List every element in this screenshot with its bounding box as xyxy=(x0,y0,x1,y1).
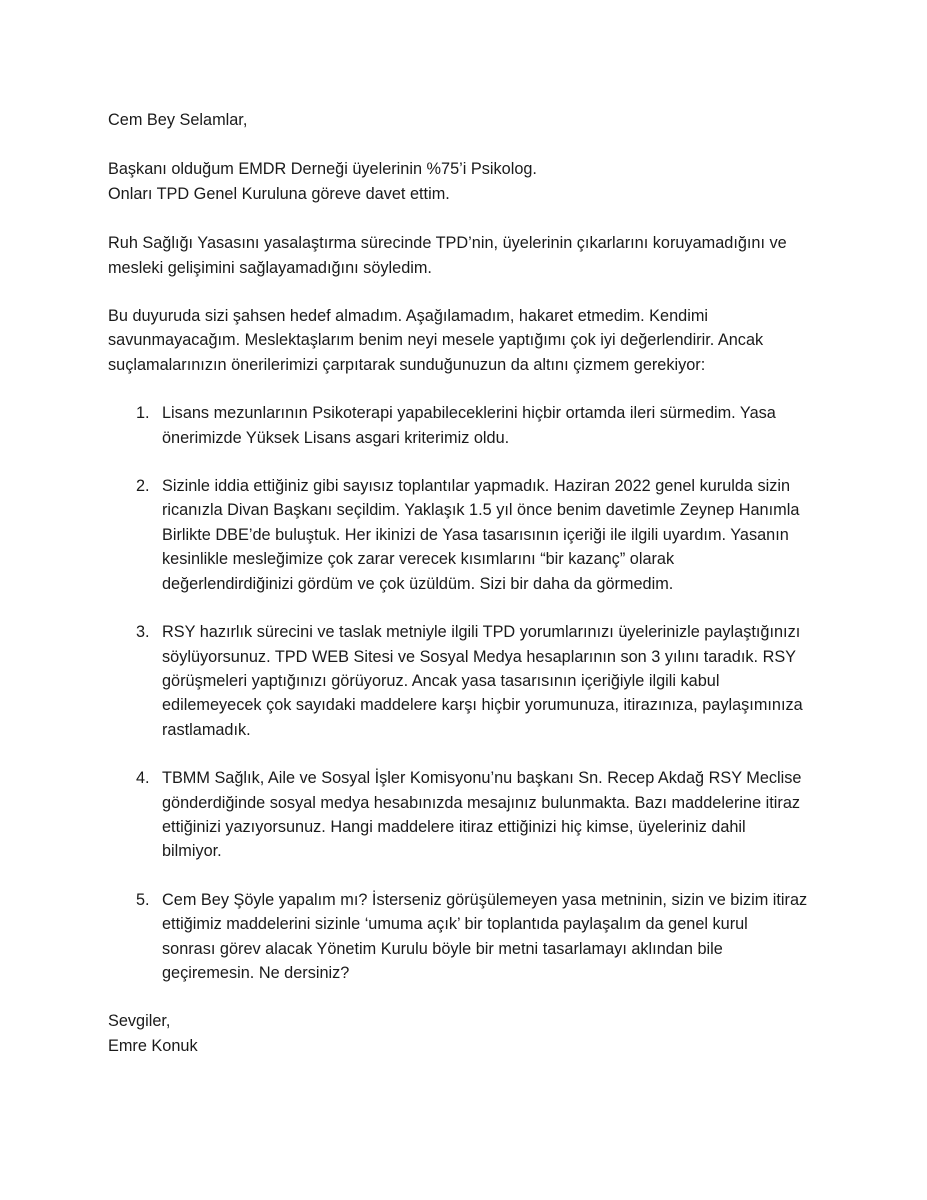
paragraph-line: Başkanı olduğum EMDR Derneği üyelerinin %75’i Psikolog. xyxy=(108,160,537,179)
list-item-line: Sizinle iddia ettiğiniz gibi sayısız toplantılar yapmadık. Haziran 2022 genel kurulda sizin xyxy=(162,477,791,496)
list-item-line: gönderdiğinde sosyal medya hesabınızda mesajınız bulunmakta. Bazı maddelerine itiraz xyxy=(162,793,801,812)
list-item xyxy=(108,474,828,596)
list-item-number: 2. xyxy=(136,477,150,496)
list-item-line: ettiğimiz maddelerini sizinle ‘umuma açık’ bir toplantıda paylaşalım da genel kurul xyxy=(162,915,748,934)
paragraph-announcement xyxy=(108,304,828,377)
paragraph-law-statement xyxy=(108,231,828,280)
list-item xyxy=(108,766,828,864)
list-item-line: söylüyorsunuz. TPD WEB Sitesi ve Sosyal Medya hesaplarının son 3 yılını taradık. RSY xyxy=(162,647,797,666)
paragraph-line: suçlamalarınızın önerilerimizi çarpıtarak sunduğunuzun da altını çizmem gerekiyor: xyxy=(108,355,706,374)
list-item-line: ricanızla Divan Başkanı seçildim. Yaklaşık 1.5 yıl önce benim davetimle Zeynep Hanımla xyxy=(162,501,800,520)
closing-salutation: Sevgiler, xyxy=(108,1012,171,1031)
list-item-line: rastlamadık. xyxy=(162,720,251,739)
list-item-line: edilemeyecek çok sayıdaki maddelere karşı hiçbir yorumunuza, itirazınıza, paylaşımınıza xyxy=(162,696,803,715)
greeting-line: Cem Bey Selamlar, xyxy=(108,111,248,129)
list-item-line: TBMM Sağlık, Aile ve Sosyal İşler Komisyonu’nu başkanı Sn. Recep Akdağ RSY Meclise xyxy=(162,769,802,788)
paragraph-line: savunmayacağım. Meslektaşlarım benim neyi mesele yaptığımı çok iyi değerlendirir. Ancak xyxy=(108,331,764,350)
numbered-list xyxy=(108,401,828,985)
paragraph-line: Bu duyuruda sizi şahsen hedef almadım. Aşağılamadım, hakaret etmedim. Kendimi xyxy=(108,307,708,326)
list-item-line: Birlikte DBE’de buluştuk. Her ikinizi de Yasa tasarısının içeriği ile ilgili uyardım. Yasanın xyxy=(162,525,789,544)
closing xyxy=(108,1009,828,1058)
letter-page xyxy=(108,108,828,1058)
greeting xyxy=(108,108,828,132)
list-item-line: geçiremesin. Ne dersiniz? xyxy=(162,963,350,982)
list-item-line: değerlendirdiğinizi gördüm ve çok üzüldüm. Sizi bir daha da görmedim. xyxy=(162,574,674,593)
list-item-number: 3. xyxy=(136,623,150,642)
list-item-number: 1. xyxy=(136,404,150,423)
list-item-line: önerimizde Yüksek Lisans asgari kriterimiz oldu. xyxy=(162,428,510,447)
list-item xyxy=(108,620,828,742)
list-item-line: kesinlikle mesleğimize çok zarar verecek kısımlarını “bir kazanç” olarak xyxy=(162,550,675,569)
signature: Emre Konuk xyxy=(108,1036,198,1055)
list-item-number: 4. xyxy=(136,769,150,788)
paragraph-intro xyxy=(108,157,828,206)
list-item xyxy=(108,888,828,986)
list-item-line: ettiğinizi yazıyorsunuz. Hangi maddelere itiraz ettiğinizi hiç kimse, üyeleriniz dahil xyxy=(162,817,746,836)
list-item-line: sonrası görev alacak Yönetim Kurulu böyle bir metni tasarlamayı aklından bile xyxy=(162,939,723,958)
list-item-line: görüşmeleri yaptığınızı görüyoruz. Ancak yasa tasarısının içeriğiyle ilgili kabul xyxy=(162,671,720,690)
paragraph-line: Ruh Sağlığı Yasasını yasalaştırma sürecinde TPD’nin, üyelerinin çıkarlarını koruyamadığını ve xyxy=(108,234,787,253)
paragraph-line: mesleki gelişimini sağlayamadığını söyledim. xyxy=(108,258,432,277)
list-item xyxy=(108,401,828,450)
list-item-number: 5. xyxy=(136,890,150,909)
paragraph-line: Onları TPD Genel Kuruluna göreve davet ettim. xyxy=(108,184,450,203)
list-item-line: bilmiyor. xyxy=(162,842,222,861)
list-item-line: Cem Bey Şöyle yapalım mı? İsterseniz görüşülemeyen yasa metninin, sizin ve bizim itiraz xyxy=(162,890,808,909)
list-item-line: Lisans mezunlarının Psikoterapi yapabileceklerini hiçbir ortamda ileri sürmedim. Yasa xyxy=(162,404,776,423)
list-item-line: RSY hazırlık sürecini ve taslak metniyle ilgili TPD yorumlarınızı üyelerinizle paylaştığınızı xyxy=(162,623,801,642)
